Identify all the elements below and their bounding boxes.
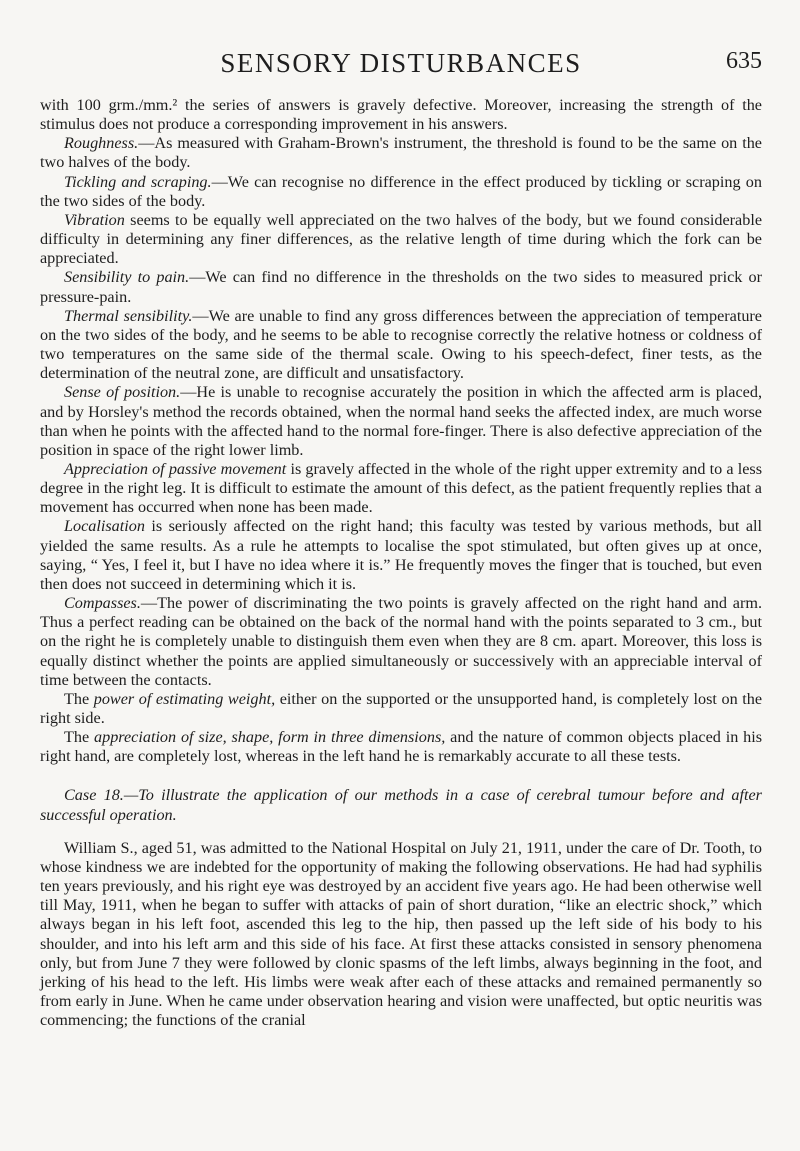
section-lead: Appreciation of passive movement <box>64 459 287 478</box>
section-lead: Roughness. <box>64 134 139 153</box>
section-lead: Sense of position. <box>64 383 181 402</box>
paragraph-localisation: Localisation is seriously affected on the right hand; this faculty was tested by various methods, but all yielded the same results. As a rule he attempts to localise the spot stimulated, but often gives up at once, saying, “ Yes, I feel it, but I have no idea where it is.” He frequently moves the finger that is touched, but even then does not succeed in determining which it is. <box>40 517 762 593</box>
paragraph-size-shape: The appreciation of size, shape, form in three dimensions, and the nature of common objects placed in his right hand, are completely lost, whereas in the left hand he is remarkably accurate to all these tests. <box>40 728 763 766</box>
section-lead: Thermal sensibility. <box>64 306 193 325</box>
paragraph-position: Sense of position.—He is unable to recognise accurately the position in which the affected arm is placed, and by Horsley's method the records obtained, when the normal hand seeks the affected index, are much worse than when he points with the affected hand to the normal fore-finger. There is also defective appreciation of the position in space of the right lower limb. <box>40 383 762 459</box>
section-lead: Tickling and scraping. <box>64 172 212 191</box>
section-lead: appreciation of size, shape, form in three dimensions, <box>94 728 446 747</box>
paragraph-pain: Sensibility to pain.—We can find no difference in the thresholds on the two sides to measured prick or pressure-pain. <box>40 268 762 306</box>
case-label: Case 18. <box>64 786 124 805</box>
paragraph-tickling: Tickling and scraping.—We can recognise no difference in the effect produced by tickling or scraping on the two sides of the body. <box>40 172 762 210</box>
page-number: 635 <box>726 48 762 74</box>
paragraph-case-history: William S., aged 51, was admitted to the National Hospital on July 21, 1911, under the care of Dr. Tooth, to whose kindness we are indebted for the opportunity of making the following observations. He had had syphilis ten years previously, and his right eye was destroyed by an accident five years ago. He had been otherwise well till May, 1911, when he began to suffer with attacks of pain of short duration, “like an electric shock,” which always began in his left foot, ascended this leg to the hip, then passed up the left side of his body to his shoulder, and into his left arm and this side of his face. At first these attacks consisted in sensory phenomena only, but from June 7 they were followed by clonic spasms of the left limbs, always beginning in the foot, and jerking of his head to the left. His limbs were weak after each of these attacks and remained permanently so from early in June. When he came under observation hearing and vision were unaffected, but optic neuritis was commencing; the functions of the cranial <box>40 838 762 1030</box>
case-heading <box>40 786 762 824</box>
paragraph-weight: The power of estimating weight, either on the supported or the unsupported hand, is completely lost on the right side. <box>40 689 763 727</box>
case-title: —To illustrate the application of our methods in a case of cerebral tumour before and after successful operation. <box>40 786 762 824</box>
running-title: SENSORY DISTURBANCES <box>220 48 582 78</box>
paragraph-roughness: Roughness.—As measured with Graham-Brown's instrument, the threshold is found to be the same on the two halves of the body. <box>40 134 762 172</box>
paragraph-compasses: Compasses.—The power of discriminating the two points is gravely affected on the right hand and arm. Thus a perfect reading can be obtained on the back of the normal hand with the points separated to 3 cm., but on the right he is completely unable to distinguish them even when they are 8 cm. apart. Moreover, this loss is equally distinct whether the points are applied simultaneously or successively with an appreciable interval of time between the contacts. <box>40 594 762 689</box>
section-lead: Vibration <box>64 210 125 229</box>
paragraph-thermal: Thermal sensibility.—We are unable to find any gross differences between the appreciation of temperature on the two sides of the body, and he seems to be able to recognise correctly the relative hotness or coldness of two temperatures on the same side of the thermal scale. Owing to his speech-defect, finer tests, as the determination of the neutral zone, are difficult and unsatisfactory. <box>40 306 762 383</box>
running-head <box>40 48 762 82</box>
body-text <box>40 96 762 1030</box>
section-lead: Localisation <box>64 517 145 536</box>
section-lead: Compasses. <box>64 594 141 613</box>
paragraph-continuation: with 100 grm./mm.² the series of answers is gravely defective. Moreover, increasing the strength of the stimulus does not produce a corresponding improvement in his answers. <box>40 96 762 134</box>
section-lead: power of estimating weight, <box>93 689 276 708</box>
paragraph-vibration: Vibration seems to be equally well appreciated on the two halves of the body, but we found considerable difficulty in determining any finer differences, as the relative length of time during which the fork can be appreciated. <box>40 210 762 268</box>
paragraph-passive-movement: Appreciation of passive movement is gravely affected in the whole of the right upper extremity and to a less degree in the right leg. It is difficult to estimate the amount of this defect, as the patient frequently replies that a movement has occurred when none has been made. <box>40 459 762 517</box>
section-lead: Sensibility to pain. <box>64 268 190 287</box>
